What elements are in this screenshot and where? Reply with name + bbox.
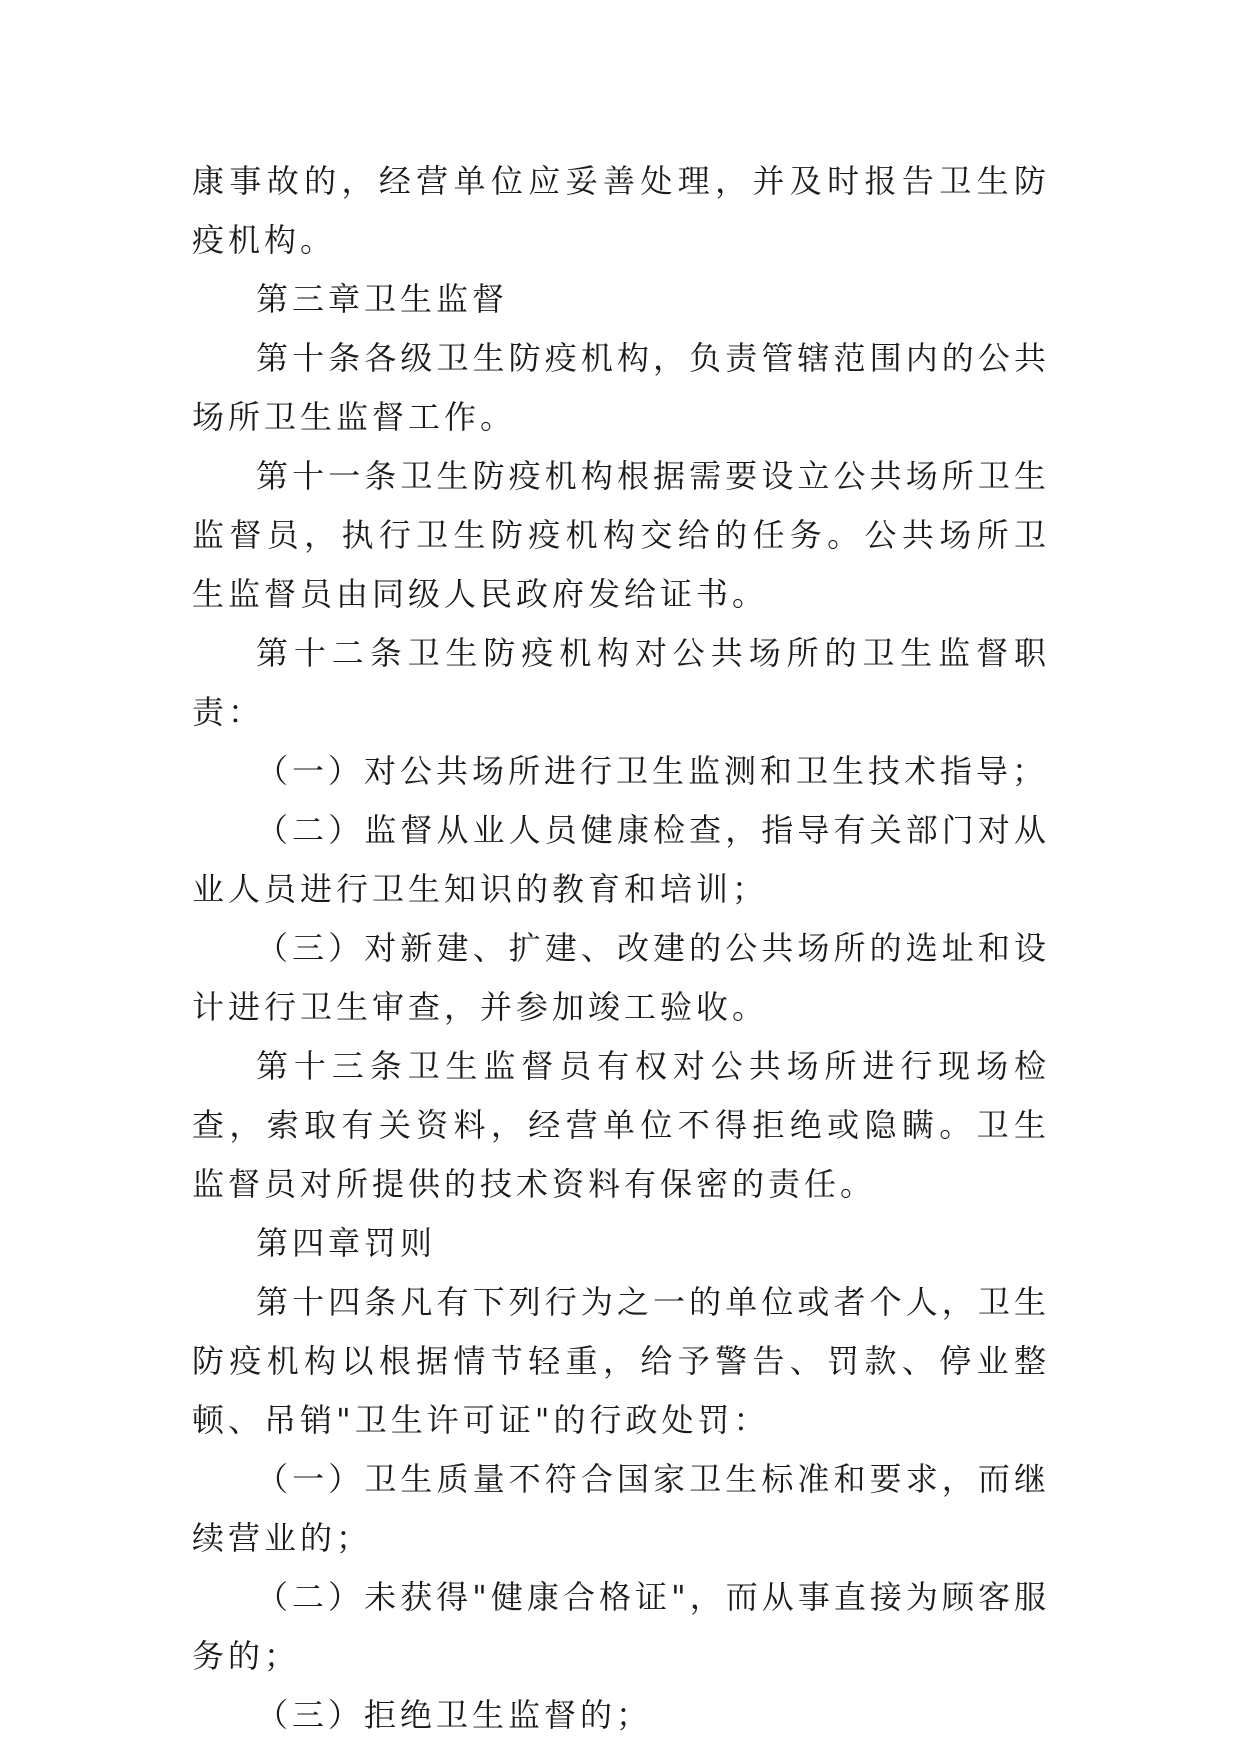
chapter-heading: 第三章卫生监督: [256, 280, 509, 318]
paragraph: 第十三条卫生监督员有权对公共场所进行现场检查，索取有关资料，经营单位不得拒绝或隐瞒。卫生监督员对所提供的技术资料有保密的责任。: [192, 1047, 1050, 1203]
paragraph: 第十四条凡有下列行为之一的单位或者个人，卫生防疫机构以根据情节轻重，给予警告、罚款、停业整顿、吊销"卫生许可证"的行政处罚：: [192, 1283, 1050, 1439]
list-item: （三）对新建、扩建、改建的公共场所的选址和设计进行卫生审查，并参加竣工验收。: [192, 929, 1050, 1026]
document-body: [192, 152, 1050, 1745]
list-item: （三）拒绝卫生监督的；: [256, 1696, 653, 1734]
chapter-heading: 第四章罚则: [256, 1224, 437, 1262]
paragraph: 第十一条卫生防疫机构根据需要设立公共场所卫生监督员，执行卫生防疫机构交给的任务。公共场所卫生监督员由同级人民政府发给证书。: [192, 457, 1050, 613]
list-item: （二）未获得"健康合格证"，而从事直接为顾客服务的；: [192, 1578, 1050, 1675]
paragraph: 第十二条卫生防疫机构对公共场所的卫生监督职责：: [192, 634, 1050, 731]
paragraph: 第十条各级卫生防疫机构，负责管辖范围内的公共场所卫生监督工作。: [192, 339, 1050, 436]
list-item: （二）监督从业人员健康检查，指导有关部门对从业人员进行卫生知识的教育和培训；: [192, 811, 1050, 908]
list-item: （一）对公共场所进行卫生监测和卫生技术指导；: [256, 752, 1049, 790]
list-item: （一）卫生质量不符合国家卫生标准和要求，而继续营业的；: [192, 1460, 1050, 1557]
paragraph: 康事故的，经营单位应妥善处理，并及时报告卫生防疫机构。: [192, 162, 1050, 259]
